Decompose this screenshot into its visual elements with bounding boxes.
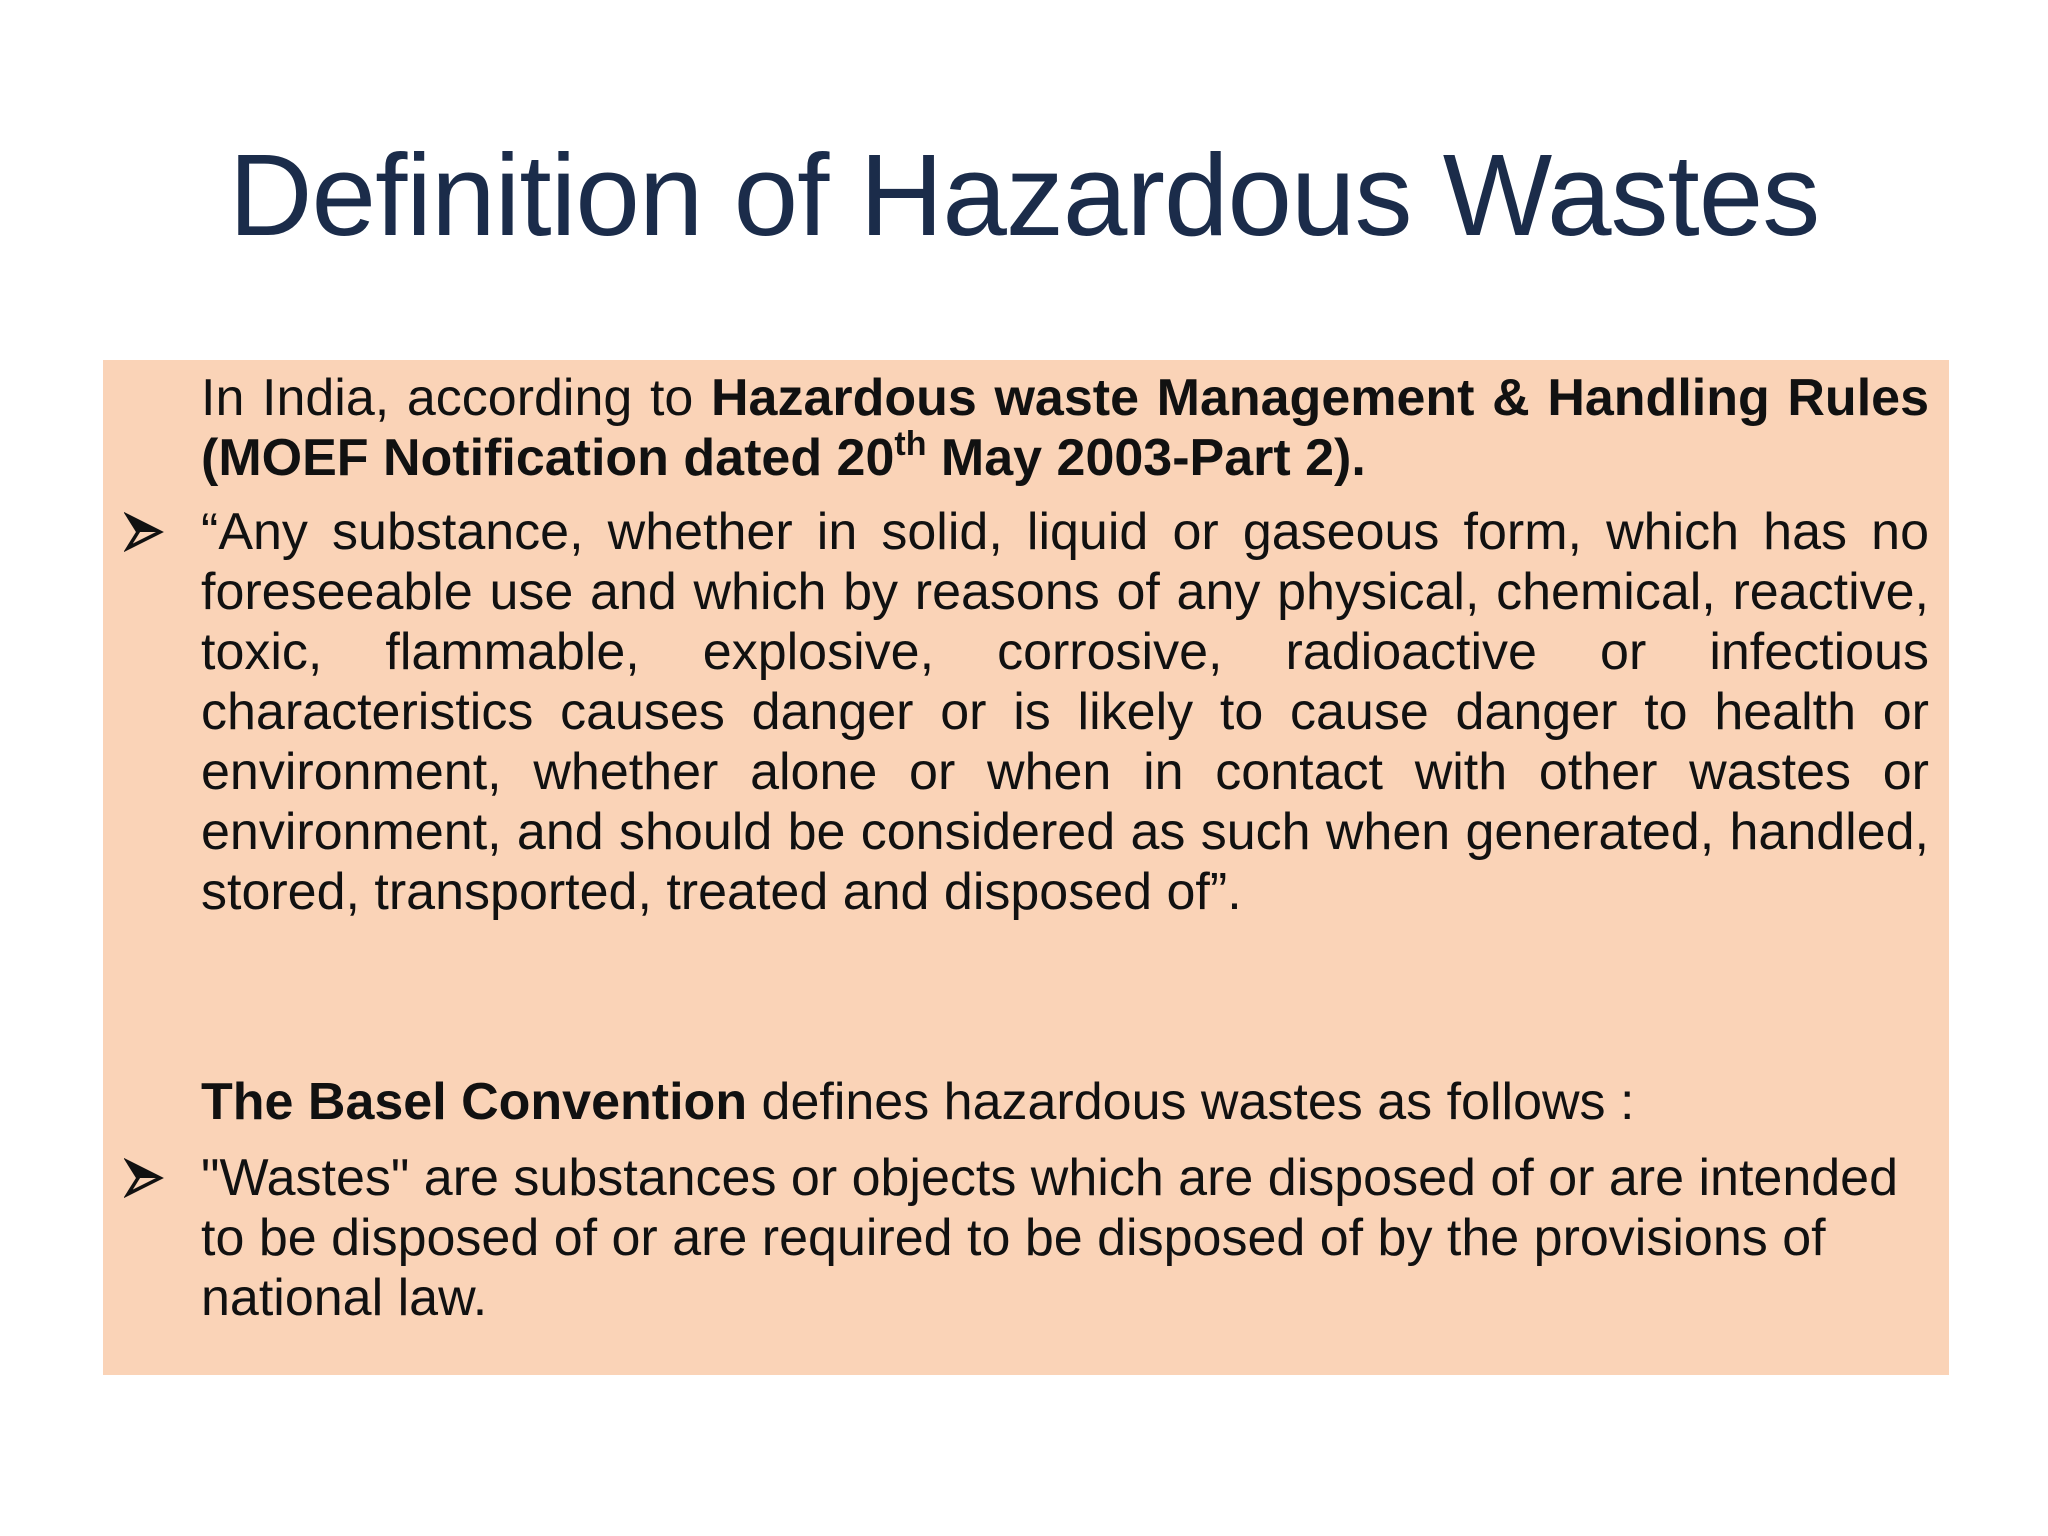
arrowhead-bullet-icon [124, 502, 172, 562]
definition-bullet: “Any substance, whether in solid, liquid or gaseous form, which has no foreseeable use and which by reasons of any physical, chemical, reactive, toxic, flammable, explosive, corrosive, radioactive or infectious characteristics causes danger or is likely to cause danger to health or environment, whether alone or when in contact with other wastes or environment, and should be considered as such when generated, handled, stored, transported, treated and disposed of”. [201, 503, 1929, 921]
arrowhead-bullet-icon [124, 1148, 172, 1208]
slide-title: Definition of Hazardous Wastes [228, 130, 1820, 260]
basel-title: The Basel Convention [201, 1073, 748, 1131]
intro-paragraph [201, 368, 1929, 488]
basel-rest: defines hazardous wastes as follows : [747, 1073, 1635, 1131]
intro-rules-text-a: Hazardous waste Management & Handling Rules (MOEF Notification dated 20 [201, 369, 1929, 487]
intro-rules-superscript: th [894, 425, 927, 463]
basel-definition-bullet: "Wastes" are substances or objects which are disposed of or are intended to be disposed of or are required to be disposed of by the provisions of national law. [201, 1149, 1899, 1327]
intro-rules-text-b: May 2003-Part 2). [926, 429, 1366, 487]
basel-paragraph [201, 1072, 1929, 1132]
intro-prefix: In India, according to [201, 369, 711, 427]
